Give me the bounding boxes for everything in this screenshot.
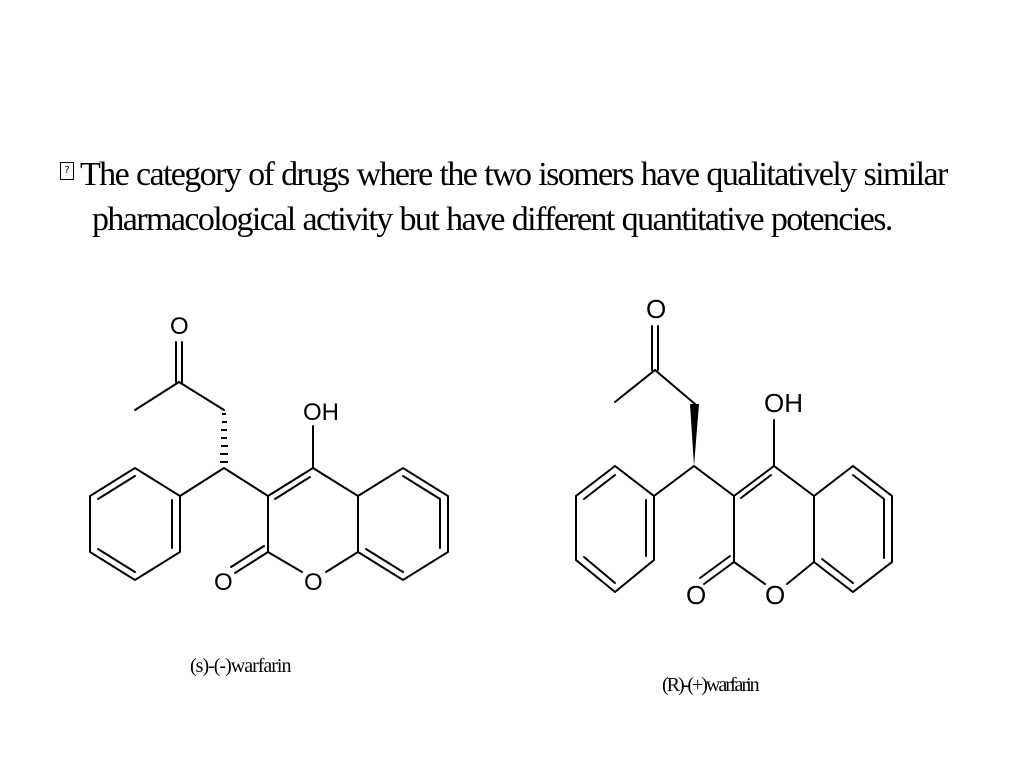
lactone-oxygen-label: O [214,569,233,596]
ring-oxygen-label: O [765,580,786,610]
ring-oxygen-label: O [304,569,323,596]
bullet-icon: ? [60,162,74,180]
ketone-oxygen-label: O [170,313,189,340]
s-warfarin-caption: (s)-(-)warfarin [190,655,291,677]
r-warfarin-caption: (R)-(+)warfarin [662,674,758,696]
hydroxyl-label: OH [303,399,339,426]
bullet-text: The category of drugs where the two isomers have qualitatively similar pharmacological activity but have different quantitative potencies. [80,156,947,238]
hydroxyl-label: OH [764,388,803,418]
ketone-oxygen-label: O [646,294,667,324]
lactone-oxygen-label: O [686,580,707,610]
